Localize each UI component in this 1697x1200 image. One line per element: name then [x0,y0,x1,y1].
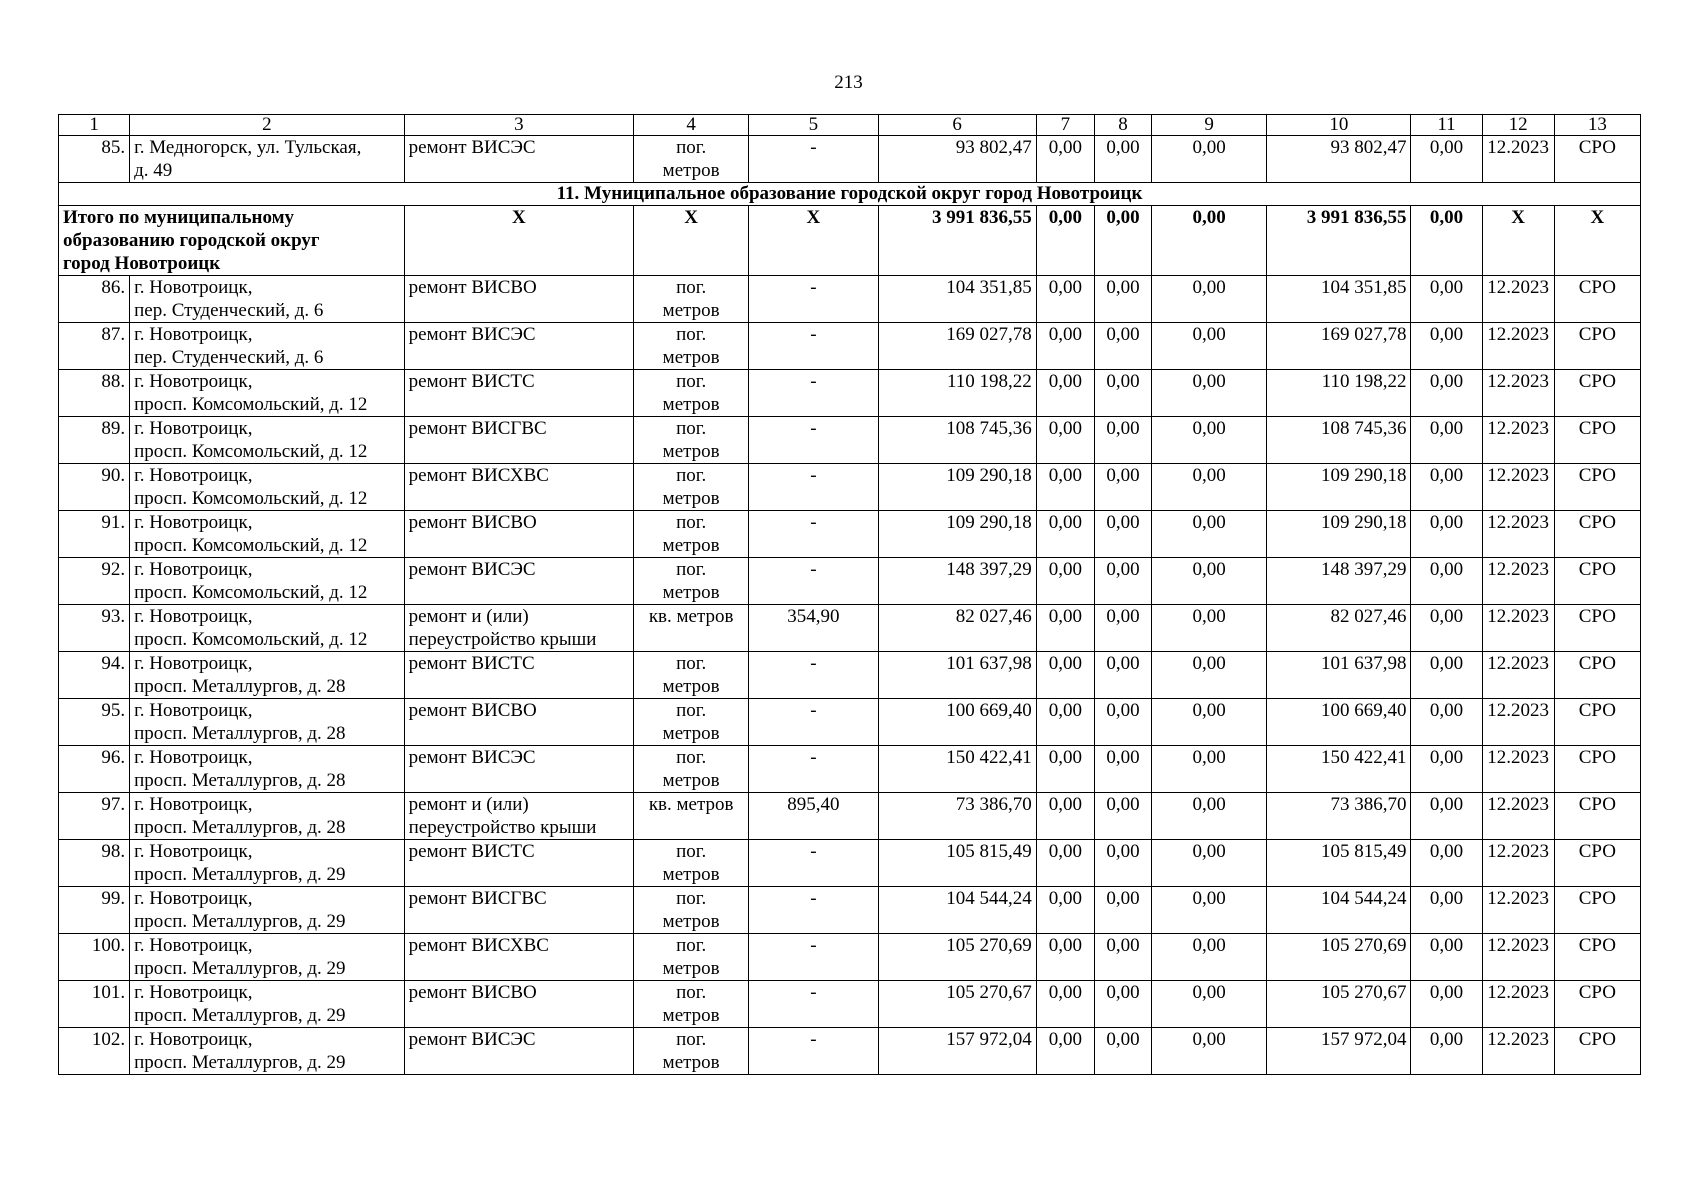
table-row [59,934,1641,981]
method-cell: СРО [1554,323,1640,370]
work-type-cell: ремонт ВИСЭС [404,136,633,183]
col-8-cell: 0,00 [1094,887,1151,934]
col-9-cell: 0,00 [1152,652,1267,699]
method-cell: СРО [1554,981,1640,1028]
table-row [59,323,1641,370]
col-11-cell: 0,00 [1411,511,1482,558]
deadline-cell: 12.2023 [1482,699,1554,746]
table-row [59,840,1641,887]
col-10-cell: 150 422,41 [1267,746,1411,793]
total-col-4: Х [634,206,749,276]
unit-cell: пог. метров [634,558,749,605]
col-7-cell: 0,00 [1036,464,1094,511]
col-8-cell: 0,00 [1094,699,1151,746]
table-row [59,511,1641,558]
row-number: 85. [59,136,130,183]
col-9-cell: 0,00 [1152,887,1267,934]
table-row [59,605,1641,652]
total-col-9: 0,00 [1152,206,1267,276]
method-cell: СРО [1554,934,1640,981]
deadline-cell: 12.2023 [1482,605,1554,652]
cost-total-cell: 157 972,04 [878,1028,1036,1075]
col-8-cell: 0,00 [1094,417,1151,464]
row-number: 97. [59,793,130,840]
quantity-cell: - [749,276,878,323]
column-number-5: 5 [749,115,878,136]
unit-cell: кв. метров [634,793,749,840]
work-type-cell: ремонт ВИСХВС [404,934,633,981]
col-10-cell: 105 270,67 [1267,981,1411,1028]
deadline-cell: 12.2023 [1482,136,1554,183]
method-cell: СРО [1554,370,1640,417]
address-cell: г. Новотроицк, просп. Комсомольский, д. 12 [130,417,405,464]
col-11-cell: 0,00 [1411,417,1482,464]
quantity-cell: 895,40 [749,793,878,840]
row-number: 92. [59,558,130,605]
address-cell: г. Медногорск, ул. Тульская, д. 49 [130,136,405,183]
column-number-4: 4 [634,115,749,136]
col-11-cell: 0,00 [1411,558,1482,605]
row-number: 87. [59,323,130,370]
unit-cell: кв. метров [634,605,749,652]
total-col-3: Х [404,206,633,276]
quantity-cell: - [749,464,878,511]
column-number-12: 12 [1482,115,1554,136]
unit-cell: пог. метров [634,276,749,323]
address-cell: г. Новотроицк, просп. Металлургов, д. 28 [130,746,405,793]
unit-cell: пог. метров [634,511,749,558]
col-8-cell: 0,00 [1094,793,1151,840]
section-title: 11. Муниципальное образование городской округ город Новотроицк [59,183,1641,206]
col-10-cell: 109 290,18 [1267,464,1411,511]
col-9-cell: 0,00 [1152,699,1267,746]
col-8-cell: 0,00 [1094,558,1151,605]
method-cell: СРО [1554,558,1640,605]
col-7-cell: 0,00 [1036,370,1094,417]
table-row [59,746,1641,793]
work-type-cell: ремонт ВИСТС [404,652,633,699]
works-table [58,114,1641,1075]
quantity-cell: - [749,840,878,887]
col-7-cell: 0,00 [1036,605,1094,652]
quantity-cell: - [749,1028,878,1075]
method-cell: СРО [1554,887,1640,934]
table-row [59,464,1641,511]
cost-total-cell: 100 669,40 [878,699,1036,746]
table-row [59,652,1641,699]
work-type-cell: ремонт ВИСЭС [404,1028,633,1075]
quantity-cell: - [749,934,878,981]
work-type-cell: ремонт ВИСВО [404,276,633,323]
col-7-cell: 0,00 [1036,699,1094,746]
work-type-cell: ремонт и (или) переустройство крыши [404,793,633,840]
col-7-cell: 0,00 [1036,1028,1094,1075]
cost-total-cell: 105 270,67 [878,981,1036,1028]
table-row [59,793,1641,840]
col-10-cell: 101 637,98 [1267,652,1411,699]
deadline-cell: 12.2023 [1482,934,1554,981]
col-10-cell: 169 027,78 [1267,323,1411,370]
col-9-cell: 0,00 [1152,276,1267,323]
deadline-cell: 12.2023 [1482,840,1554,887]
col-7-cell: 0,00 [1036,840,1094,887]
col-11-cell: 0,00 [1411,464,1482,511]
deadline-cell: 12.2023 [1482,511,1554,558]
column-number-6: 6 [878,115,1036,136]
unit-cell: пог. метров [634,981,749,1028]
cost-total-cell: 109 290,18 [878,464,1036,511]
col-11-cell: 0,00 [1411,370,1482,417]
row-number: 98. [59,840,130,887]
col-10-cell: 104 544,24 [1267,887,1411,934]
quantity-cell: - [749,981,878,1028]
col-11-cell: 0,00 [1411,887,1482,934]
method-cell: СРО [1554,136,1640,183]
method-cell: СРО [1554,276,1640,323]
deadline-cell: 12.2023 [1482,558,1554,605]
deadline-cell: 12.2023 [1482,276,1554,323]
unit-cell: пог. метров [634,887,749,934]
col-9-cell: 0,00 [1152,511,1267,558]
address-cell: г. Новотроицк, просп. Металлургов, д. 28 [130,699,405,746]
col-8-cell: 0,00 [1094,323,1151,370]
row-number: 86. [59,276,130,323]
method-cell: СРО [1554,652,1640,699]
col-9-cell: 0,00 [1152,1028,1267,1075]
col-7-cell: 0,00 [1036,793,1094,840]
column-number-13: 13 [1554,115,1640,136]
method-cell: СРО [1554,746,1640,793]
unit-cell: пог. метров [634,652,749,699]
quantity-cell: - [749,370,878,417]
table-body [59,115,1641,1075]
column-number-9: 9 [1152,115,1267,136]
col-8-cell: 0,00 [1094,276,1151,323]
deadline-cell: 12.2023 [1482,370,1554,417]
method-cell: СРО [1554,417,1640,464]
total-row [59,206,1641,276]
col-11-cell: 0,00 [1411,840,1482,887]
address-cell: г. Новотроицк, просп. Металлургов, д. 29 [130,934,405,981]
col-7-cell: 0,00 [1036,417,1094,464]
unit-cell: пог. метров [634,840,749,887]
col-8-cell: 0,00 [1094,934,1151,981]
work-type-cell: ремонт ВИСТС [404,370,633,417]
col-11-cell: 0,00 [1411,981,1482,1028]
col-7-cell: 0,00 [1036,887,1094,934]
table-row [59,276,1641,323]
row-number: 95. [59,699,130,746]
total-col-8: 0,00 [1094,206,1151,276]
quantity-cell: - [749,887,878,934]
row-number: 96. [59,746,130,793]
work-type-cell: ремонт ВИСХВС [404,464,633,511]
column-number-1: 1 [59,115,130,136]
method-cell: СРО [1554,1028,1640,1075]
col-8-cell: 0,00 [1094,136,1151,183]
cost-total-cell: 105 815,49 [878,840,1036,887]
col-10-cell: 82 027,46 [1267,605,1411,652]
total-col-10: 3 991 836,55 [1267,206,1411,276]
col-10-cell: 104 351,85 [1267,276,1411,323]
col-9-cell: 0,00 [1152,417,1267,464]
cost-total-cell: 110 198,22 [878,370,1036,417]
col-10-cell: 148 397,29 [1267,558,1411,605]
col-9-cell: 0,00 [1152,136,1267,183]
cost-total-cell: 108 745,36 [878,417,1036,464]
unit-cell: пог. метров [634,323,749,370]
col-11-cell: 0,00 [1411,652,1482,699]
address-cell: г. Новотроицк, просп. Металлургов, д. 28 [130,793,405,840]
col-7-cell: 0,00 [1036,276,1094,323]
col-11-cell: 0,00 [1411,934,1482,981]
unit-cell: пог. метров [634,136,749,183]
column-number-8: 8 [1094,115,1151,136]
cost-total-cell: 82 027,46 [878,605,1036,652]
column-number-7: 7 [1036,115,1094,136]
col-10-cell: 108 745,36 [1267,417,1411,464]
col-10-cell: 73 386,70 [1267,793,1411,840]
total-label: Итого по муниципальному образованию городской округ город Новотроицк [59,206,405,276]
column-number-11: 11 [1411,115,1482,136]
total-col-5: Х [749,206,878,276]
unit-cell: пог. метров [634,417,749,464]
row-number: 94. [59,652,130,699]
col-8-cell: 0,00 [1094,981,1151,1028]
col-7-cell: 0,00 [1036,136,1094,183]
unit-cell: пог. метров [634,370,749,417]
table-row [59,370,1641,417]
row-number: 90. [59,464,130,511]
work-type-cell: ремонт ВИСГВС [404,417,633,464]
unit-cell: пог. метров [634,699,749,746]
address-cell: г. Новотроицк, просп. Металлургов, д. 28 [130,652,405,699]
method-cell: СРО [1554,511,1640,558]
unit-cell: пог. метров [634,746,749,793]
col-8-cell: 0,00 [1094,605,1151,652]
col-11-cell: 0,00 [1411,793,1482,840]
col-11-cell: 0,00 [1411,746,1482,793]
address-cell: г. Новотроицк, просп. Комсомольский, д. 12 [130,558,405,605]
col-9-cell: 0,00 [1152,464,1267,511]
row-number: 99. [59,887,130,934]
row-number: 101. [59,981,130,1028]
unit-cell: пог. метров [634,1028,749,1075]
method-cell: СРО [1554,840,1640,887]
table-row [59,558,1641,605]
address-cell: г. Новотроицк, просп. Комсомольский, д. 12 [130,511,405,558]
unit-cell: пог. метров [634,464,749,511]
col-10-cell: 93 802,47 [1267,136,1411,183]
unit-cell: пог. метров [634,934,749,981]
cost-total-cell: 169 027,78 [878,323,1036,370]
col-8-cell: 0,00 [1094,370,1151,417]
col-9-cell: 0,00 [1152,793,1267,840]
quantity-cell: - [749,136,878,183]
col-7-cell: 0,00 [1036,746,1094,793]
table-row [59,417,1641,464]
cost-total-cell: 73 386,70 [878,793,1036,840]
method-cell: СРО [1554,793,1640,840]
quantity-cell: - [749,417,878,464]
cost-total-cell: 109 290,18 [878,511,1036,558]
col-7-cell: 0,00 [1036,652,1094,699]
col-9-cell: 0,00 [1152,323,1267,370]
address-cell: г. Новотроицк, просп. Металлургов, д. 29 [130,840,405,887]
section-header-row [59,183,1641,206]
address-cell: г. Новотроицк, пер. Студенческий, д. 6 [130,323,405,370]
row-number: 93. [59,605,130,652]
quantity-cell: - [749,652,878,699]
col-10-cell: 109 290,18 [1267,511,1411,558]
total-col-7: 0,00 [1036,206,1094,276]
quantity-cell: - [749,746,878,793]
col-8-cell: 0,00 [1094,1028,1151,1075]
total-col-13: Х [1554,206,1640,276]
deadline-cell: 12.2023 [1482,1028,1554,1075]
work-type-cell: ремонт ВИСЭС [404,323,633,370]
work-type-cell: ремонт ВИСТС [404,840,633,887]
method-cell: СРО [1554,464,1640,511]
total-col-6: 3 991 836,55 [878,206,1036,276]
address-cell: г. Новотроицк, просп. Металлургов, д. 29 [130,981,405,1028]
column-number-10: 10 [1267,115,1411,136]
work-type-cell: ремонт ВИСЭС [404,746,633,793]
col-8-cell: 0,00 [1094,652,1151,699]
col-11-cell: 0,00 [1411,605,1482,652]
row-number: 89. [59,417,130,464]
col-9-cell: 0,00 [1152,746,1267,793]
table-row [59,981,1641,1028]
method-cell: СРО [1554,605,1640,652]
row-number: 88. [59,370,130,417]
address-cell: г. Новотроицк, просп. Комсомольский, д. 12 [130,464,405,511]
address-cell: г. Новотроицк, просп. Комсомольский, д. 12 [130,605,405,652]
col-10-cell: 105 815,49 [1267,840,1411,887]
col-9-cell: 0,00 [1152,934,1267,981]
method-cell: СРО [1554,699,1640,746]
col-11-cell: 0,00 [1411,276,1482,323]
deadline-cell: 12.2023 [1482,323,1554,370]
quantity-cell: - [749,511,878,558]
col-7-cell: 0,00 [1036,934,1094,981]
address-cell: г. Новотроицк, просп. Металлургов, д. 29 [130,887,405,934]
address-cell: г. Новотроицк, просп. Комсомольский, д. 12 [130,370,405,417]
col-9-cell: 0,00 [1152,605,1267,652]
col-11-cell: 0,00 [1411,136,1482,183]
deadline-cell: 12.2023 [1482,887,1554,934]
col-11-cell: 0,00 [1411,1028,1482,1075]
work-type-cell: ремонт ВИСВО [404,511,633,558]
col-9-cell: 0,00 [1152,558,1267,605]
work-type-cell: ремонт ВИСГВС [404,887,633,934]
col-9-cell: 0,00 [1152,840,1267,887]
cost-total-cell: 104 544,24 [878,887,1036,934]
deadline-cell: 12.2023 [1482,981,1554,1028]
page-number: 213 [834,72,863,93]
quantity-cell: 354,90 [749,605,878,652]
cost-total-cell: 104 351,85 [878,276,1036,323]
row-number: 102. [59,1028,130,1075]
column-number-3: 3 [404,115,633,136]
total-col-12: Х [1482,206,1554,276]
quantity-cell: - [749,699,878,746]
table-row [59,136,1641,183]
column-number-row [59,115,1641,136]
col-7-cell: 0,00 [1036,558,1094,605]
table-row [59,1028,1641,1075]
cost-total-cell: 93 802,47 [878,136,1036,183]
row-number: 91. [59,511,130,558]
col-7-cell: 0,00 [1036,511,1094,558]
work-type-cell: ремонт и (или) переустройство крыши [404,605,633,652]
col-10-cell: 100 669,40 [1267,699,1411,746]
cost-total-cell: 150 422,41 [878,746,1036,793]
cost-total-cell: 148 397,29 [878,558,1036,605]
col-10-cell: 157 972,04 [1267,1028,1411,1075]
col-8-cell: 0,00 [1094,464,1151,511]
col-8-cell: 0,00 [1094,840,1151,887]
table-row [59,887,1641,934]
table-row [59,699,1641,746]
address-cell: г. Новотроицк, просп. Металлургов, д. 29 [130,1028,405,1075]
col-7-cell: 0,00 [1036,323,1094,370]
cost-total-cell: 105 270,69 [878,934,1036,981]
address-cell: г. Новотроицк, пер. Студенческий, д. 6 [130,276,405,323]
col-9-cell: 0,00 [1152,370,1267,417]
col-11-cell: 0,00 [1411,699,1482,746]
deadline-cell: 12.2023 [1482,793,1554,840]
quantity-cell: - [749,558,878,605]
deadline-cell: 12.2023 [1482,417,1554,464]
column-number-2: 2 [130,115,405,136]
col-10-cell: 105 270,69 [1267,934,1411,981]
col-11-cell: 0,00 [1411,323,1482,370]
col-7-cell: 0,00 [1036,981,1094,1028]
row-number: 100. [59,934,130,981]
deadline-cell: 12.2023 [1482,652,1554,699]
work-type-cell: ремонт ВИСЭС [404,558,633,605]
col-9-cell: 0,00 [1152,981,1267,1028]
work-type-cell: ремонт ВИСВО [404,981,633,1028]
deadline-cell: 12.2023 [1482,746,1554,793]
col-8-cell: 0,00 [1094,746,1151,793]
deadline-cell: 12.2023 [1482,464,1554,511]
col-10-cell: 110 198,22 [1267,370,1411,417]
work-type-cell: ремонт ВИСВО [404,699,633,746]
quantity-cell: - [749,323,878,370]
cost-total-cell: 101 637,98 [878,652,1036,699]
col-8-cell: 0,00 [1094,511,1151,558]
total-col-11: 0,00 [1411,206,1482,276]
